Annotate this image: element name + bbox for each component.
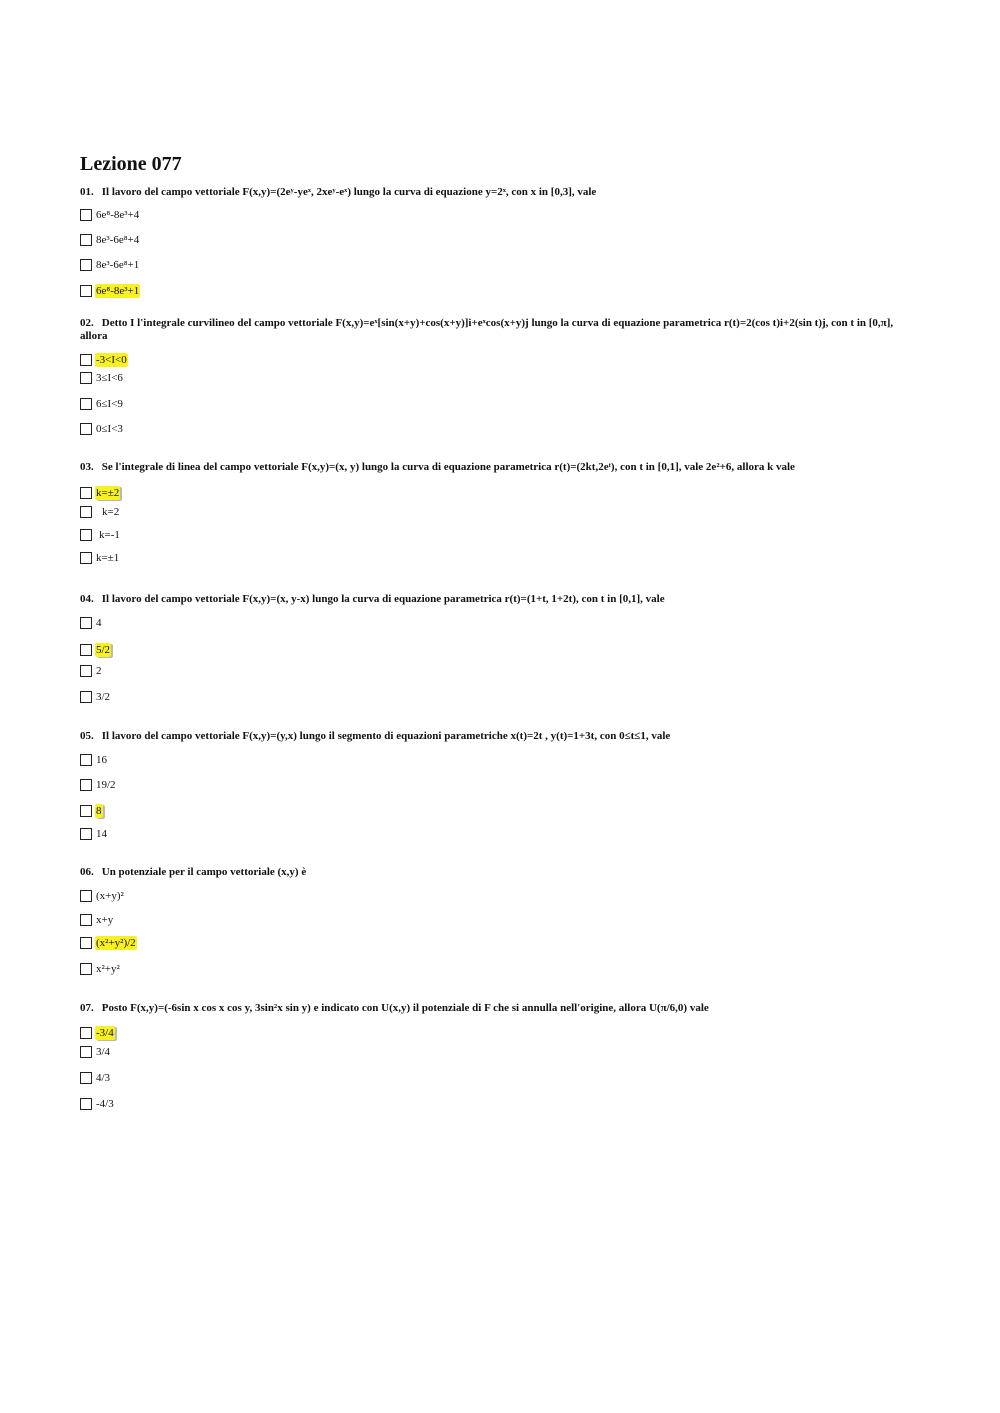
answer-label: -4/3 — [96, 1098, 114, 1110]
answer-label: k=±1 — [96, 552, 120, 564]
question-text: Il lavoro del campo vettoriale F(x,y)=(2eʸ-yeˣ, 2xeʸ-eˣ) lungo la curva di equazione y=2ˣ, con x in [0,3], vale — [101, 186, 597, 198]
question-text: Un potenziale per il campo vettoriale (x,y) è — [101, 866, 307, 878]
answer-label: 8 — [96, 805, 102, 817]
checkbox[interactable] — [80, 754, 92, 766]
answer-option[interactable] — [80, 232, 140, 248]
checkbox[interactable] — [80, 506, 92, 518]
answer-option[interactable] — [80, 370, 124, 386]
question-text: Il lavoro del campo vettoriale F(x,y)=(y,x) lungo il segmento di equazioni parametriche x(t)=2t , y(t)=1+3t, con 0≤t≤1, vale — [101, 730, 671, 742]
checkbox[interactable] — [80, 354, 92, 366]
answer-label: 6e⁸-8e³+1 — [96, 285, 140, 297]
answer-label: 3≤I<6 — [96, 372, 123, 384]
answer-option[interactable] — [80, 689, 111, 705]
checkbox[interactable] — [80, 914, 92, 926]
answer-option-highlighted[interactable] — [80, 935, 137, 951]
answer-label: x²+y² — [96, 963, 120, 975]
answer-option[interactable] — [80, 257, 140, 273]
question-06 — [80, 866, 910, 879]
checkbox[interactable] — [80, 617, 92, 629]
checkbox[interactable] — [80, 665, 92, 677]
answer-option-highlighted[interactable] — [80, 283, 140, 299]
answer-option[interactable] — [80, 663, 103, 679]
answer-label: (x+y)² — [96, 890, 124, 902]
answer-label: 6e⁸-8e³+4 — [96, 209, 140, 221]
question-03 — [80, 461, 910, 474]
checkbox[interactable] — [80, 805, 92, 817]
checkbox[interactable] — [80, 552, 92, 564]
answer-option-highlighted[interactable] — [80, 1025, 115, 1041]
answer-label: 8e³-6e⁸+4 — [96, 234, 140, 246]
answer-label: 6≤I<9 — [96, 398, 123, 410]
question-number: 03. — [80, 461, 94, 473]
answer-option[interactable] — [80, 1070, 111, 1086]
checkbox[interactable] — [80, 779, 92, 791]
answer-option-highlighted[interactable] — [80, 803, 103, 819]
checkbox[interactable] — [80, 691, 92, 703]
checkbox[interactable] — [80, 644, 92, 656]
question-number: 02. — [80, 317, 94, 329]
answer-option[interactable] — [80, 207, 140, 223]
checkbox[interactable] — [80, 937, 92, 949]
answer-label: -3<I<0 — [96, 354, 127, 366]
answer-label: 4 — [96, 617, 102, 629]
checkbox[interactable] — [80, 529, 92, 541]
answer-option[interactable] — [80, 504, 120, 520]
question-text: Detto I l'integrale curvilineo del campo vettoriale F(x,y)=eˣ[sin(x+y)+cos(x+y)]i+eˣcos(x+y)j lungo la curva di equazione parametrica r(t)=2(cos t)i+2(sin t)j, con t in [0,π], allora — [80, 317, 894, 342]
answer-label: 8e³-6e⁸+1 — [96, 259, 140, 271]
question-number: 06. — [80, 866, 94, 878]
answer-label: 0≤I<3 — [96, 423, 123, 435]
answer-label: 19/2 — [96, 779, 116, 791]
answer-label: k=±2 — [96, 487, 120, 499]
answer-label: 2 — [96, 665, 102, 677]
checkbox[interactable] — [80, 828, 92, 840]
checkbox[interactable] — [80, 285, 92, 297]
answer-option[interactable] — [80, 752, 108, 768]
checkbox[interactable] — [80, 209, 92, 221]
answer-option[interactable] — [80, 1096, 115, 1112]
answer-label: 4/3 — [96, 1072, 111, 1084]
answer-label: 5/2 — [96, 644, 111, 656]
checkbox[interactable] — [80, 1098, 92, 1110]
answer-label: 16 — [96, 754, 107, 766]
answer-label: k=2 — [102, 506, 120, 518]
question-number: 05. — [80, 730, 94, 742]
checkbox[interactable] — [80, 1027, 92, 1039]
question-02 — [80, 317, 910, 343]
checkbox[interactable] — [80, 1072, 92, 1084]
checkbox[interactable] — [80, 487, 92, 499]
answer-option[interactable] — [80, 826, 108, 842]
answer-label: -3/4 — [96, 1027, 114, 1039]
question-number: 07. — [80, 1002, 94, 1014]
answer-option[interactable] — [80, 1044, 111, 1060]
page-title: Lezione 077 — [80, 153, 182, 175]
checkbox[interactable] — [80, 259, 92, 271]
answer-label: k=-1 — [99, 529, 120, 541]
checkbox[interactable] — [80, 234, 92, 246]
question-04 — [80, 593, 910, 606]
answer-label: x+y — [96, 914, 114, 926]
question-number: 04. — [80, 593, 94, 605]
answer-option[interactable] — [80, 421, 124, 437]
question-text: Se l'integrale di linea del campo vettoriale F(x,y)=(x, y) lungo la curva di equazione parametrica r(t)=(2kt,2eᵗ), con t in [0,1], vale 2e²+6, allora k vale — [101, 461, 795, 473]
checkbox[interactable] — [80, 398, 92, 410]
answer-option[interactable] — [80, 550, 120, 566]
answer-option[interactable] — [80, 961, 121, 977]
question-text: Il lavoro del campo vettoriale F(x,y)=(x, y-x) lungo la curva di equazione parametrica r(t)=(1+t, 1+2t), con t in [0,1], vale — [101, 593, 665, 605]
answer-option-highlighted[interactable] — [80, 352, 128, 368]
checkbox[interactable] — [80, 423, 92, 435]
answer-option[interactable] — [80, 912, 114, 928]
answer-option[interactable] — [80, 615, 103, 631]
answer-option[interactable] — [80, 777, 117, 793]
answer-label: 3/2 — [96, 691, 111, 703]
answer-label: 3/4 — [96, 1046, 111, 1058]
question-number: 01. — [80, 186, 94, 198]
answer-option[interactable] — [80, 527, 121, 543]
answer-label: (x²+y²)/2 — [96, 937, 136, 949]
question-text: Posto F(x,y)=(-6sin x cos x cos y, 3sin²x sin y) e indicato con U(x,y) il potenziale di F che si annulla nell'origine, allora U(π/6,0) vale — [101, 1002, 709, 1014]
question-01 — [80, 186, 910, 199]
checkbox[interactable] — [80, 1046, 92, 1058]
answer-option[interactable] — [80, 396, 124, 412]
answer-label: 14 — [96, 828, 107, 840]
answer-option-highlighted[interactable] — [80, 642, 111, 658]
answer-option[interactable] — [80, 888, 125, 904]
answer-option-highlighted[interactable] — [80, 485, 120, 501]
question-07 — [80, 1002, 910, 1015]
question-05 — [80, 730, 910, 743]
checkbox[interactable] — [80, 890, 92, 902]
checkbox[interactable] — [80, 372, 92, 384]
checkbox[interactable] — [80, 963, 92, 975]
